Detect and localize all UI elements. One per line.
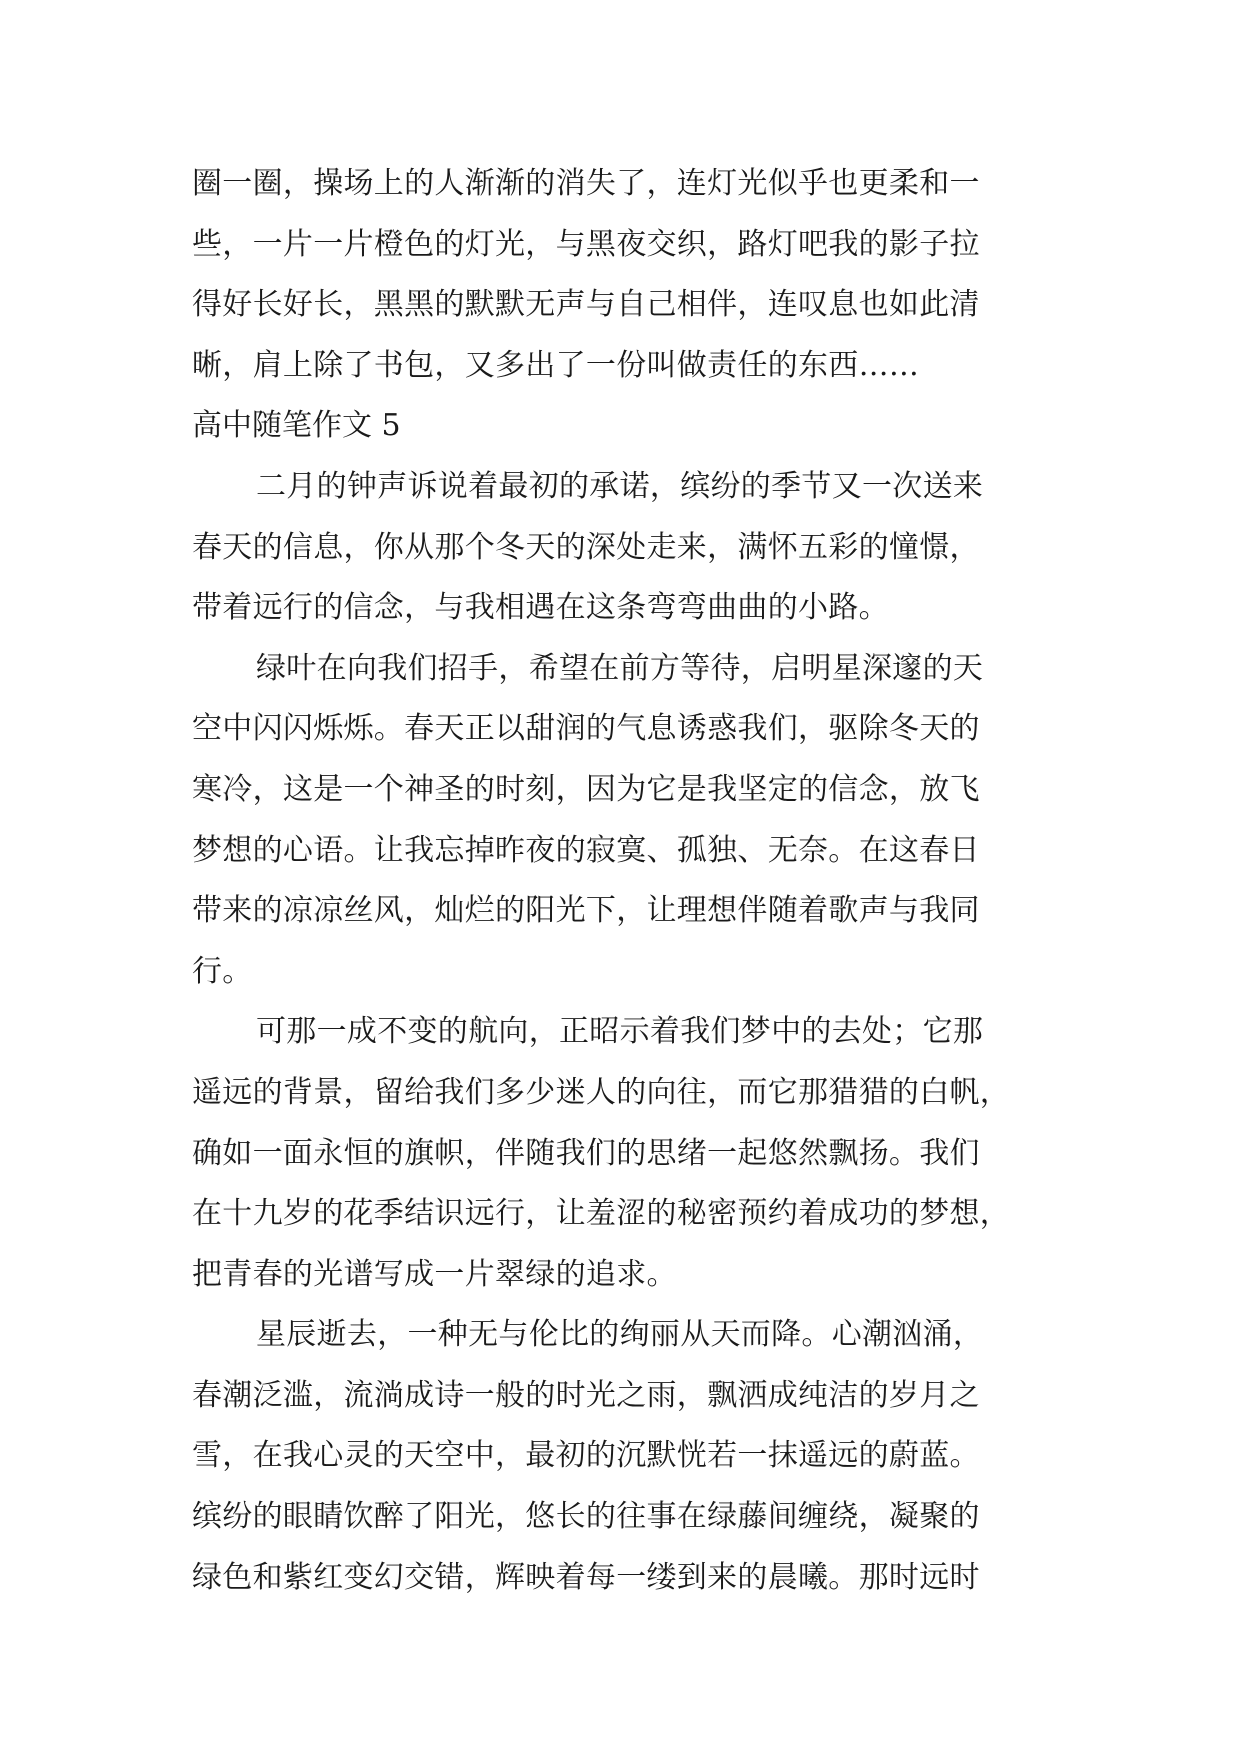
- text-line: 空中闪闪烁烁。春天正以甜润的气息诱惑我们，驱除冬天的: [192, 711, 980, 747]
- text-line: 雪，在我心灵的天空中，最初的沉默恍若一抹遥远的蔚蓝。: [192, 1438, 980, 1474]
- text-line: 行。: [192, 953, 253, 989]
- text-line: 得好长好长，黑黑的默默无声与自己相伴，连叹息也如此清: [192, 287, 980, 323]
- text-line: 缤纷的眼睛饮醉了阳光，悠长的往事在绿藤间缠绕，凝聚的: [192, 1499, 980, 1535]
- text-line: 带来的凉凉丝风，灿烂的阳光下，让理想伴随着歌声与我同: [192, 893, 980, 929]
- text-line: 在十九岁的花季结识远行，让羞涩的秘密预约着成功的梦想，: [192, 1196, 1011, 1232]
- text-line: 圈一圈，操场上的人渐渐的消失了，连灯光似乎也更柔和一: [192, 166, 980, 201]
- text-line: 可那一成不变的航向，正昭示着我们梦中的去处；它那: [256, 1014, 984, 1050]
- text-line: 寒冷，这是一个神圣的时刻，因为它是我坚定的信念，放飞: [192, 771, 980, 807]
- text-line: 二月的钟声诉说着最初的承诺，缤纷的季节又一次送来: [256, 468, 984, 504]
- text-line: 晰，肩上除了书包，又多出了一份叫做责任的东西……: [192, 347, 920, 383]
- text-line: 遥远的背景，留给我们多少迷人的向往，而它那猎猎的白帆，: [192, 1074, 1011, 1110]
- document-body: [192, 154, 1072, 1608]
- text-line: 带着远行的信念，与我相遇在这条弯弯曲曲的小路。: [192, 590, 889, 626]
- text-line: 些，一片一片橙色的灯光，与黑夜交织，路灯吧我的影子拉: [192, 226, 980, 262]
- text-line: 春天的信息，你从那个冬天的深处走来，满怀五彩的憧憬，: [192, 529, 980, 565]
- text-line: 绿叶在向我们招手，希望在前方等待，启明星深邃的天: [256, 650, 984, 686]
- text-line: 梦想的心语。让我忘掉昨夜的寂寞、孤独、无奈。在这春日: [192, 832, 980, 868]
- text-line: 把青春的光谱写成一片翠绿的追求。: [192, 1256, 677, 1292]
- text-line: 春潮泛滥，流淌成诗一般的时光之雨，飘洒成纯洁的岁月之: [192, 1377, 980, 1413]
- text-line: 绿色和紫红变幻交错，辉映着每一缕到来的晨曦。那时远时: [192, 1559, 980, 1595]
- text-line: 确如一面永恒的旗帜，伴随我们的思绪一起悠然飘扬。我们: [192, 1135, 980, 1171]
- section-heading: 高中随笔作文 5: [192, 408, 401, 444]
- text-line: 星辰逝去，一种无与伦比的绚丽从天而降。心潮汹涌，: [256, 1317, 984, 1353]
